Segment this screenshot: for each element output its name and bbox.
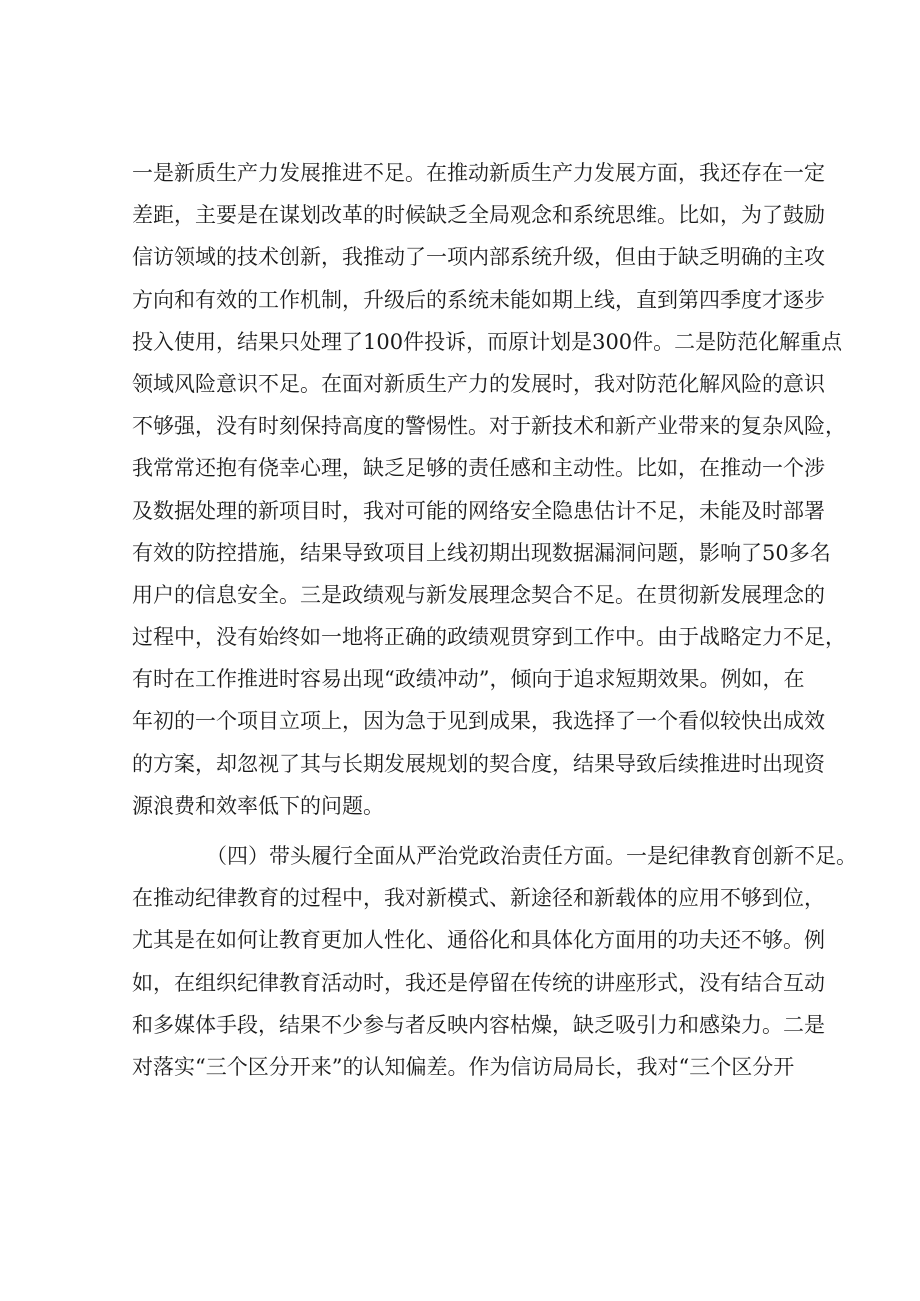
text-line: 过程中，没有始终如一地将正确的政绩观贯穿到工作中。由于战略定力不足， <box>132 625 846 650</box>
text-line: 我常常还抱有侥幸心理，缺乏足够的责任感和主动性。比如，在推动一个涉 <box>132 456 825 481</box>
text-line: 方向和有效的工作机制，升级后的系统未能如期上线，直到第四季度才逐步 <box>132 287 825 312</box>
text-line: （四）带头履行全面从严治党政治责任方面。一是纪律教育创新不足。 <box>206 844 857 868</box>
text-line: 一是新质生产力发展推进不足。在推动新质生产力发展方面，我还存在一定 <box>132 161 825 185</box>
text-line: 领域风险意识不足。在面对新质生产力的发展时，我对防范化解风险的意识 <box>132 371 825 396</box>
document-body <box>132 152 857 1088</box>
text-line: 年初的一个项目立项上，因为急于见到成果，我选择了一个看似较快出成效 <box>132 709 825 734</box>
text-line: 和多媒体手段，结果不少参与者反映内容枯燥，缺乏吸引力和感染力。二是 <box>132 1012 825 1037</box>
paragraph-new-productivity <box>132 152 846 827</box>
text-line: 的方案，却忽视了其与长期发展规划的契合度，结果导致后续推进时出现资 <box>132 751 825 776</box>
text-line: 对落实“三个区分开来”的认知偏差。作为信访局局长，我对“三个区分开 <box>132 1054 795 1079</box>
text-line: 差距，主要是在谋划改革的时候缺乏全局观念和系统思维。比如，为了鼓励 <box>132 203 825 228</box>
text-line: 有时在工作推进时容易出现“政绩冲动”，倾向于追求短期效果。例如，在 <box>132 667 805 692</box>
paragraph-party-discipline <box>132 835 857 1088</box>
text-line: 不够强，没有时刻保持高度的警惕性。对于新技术和新产业带来的复杂风险， <box>132 414 846 439</box>
text-line: 源浪费和效率低下的问题。 <box>132 793 384 818</box>
text-line: 信访领域的技术创新，我推动了一项内部系统升级，但由于缺乏明确的主攻 <box>132 245 825 270</box>
paragraph-spacer <box>132 827 794 835</box>
text-line: 如，在组织纪律教育活动时，我还是停留在传统的讲座形式，没有结合互动 <box>132 970 825 995</box>
text-line: 尤其是在如何让教育更加人性化、通俗化和具体化方面用的功夫还不够。例 <box>132 928 825 953</box>
text-line: 有效的防控措施，结果导致项目上线初期出现数据漏洞问题，影响了50多名 <box>132 540 831 565</box>
text-line: 用户的信息安全。三是政绩观与新发展理念契合不足。在贯彻新发展理念的 <box>132 582 825 607</box>
text-line: 及数据处理的新项目时，我对可能的网络安全隐患估计不足，未能及时部署 <box>132 498 825 523</box>
text-line: 在推动纪律教育的过程中，我对新模式、新途径和新载体的应用不够到位， <box>132 886 825 911</box>
text-line: 投入使用，结果只处理了100件投诉，而原计划是300件。二是防范化解重点 <box>132 329 843 354</box>
